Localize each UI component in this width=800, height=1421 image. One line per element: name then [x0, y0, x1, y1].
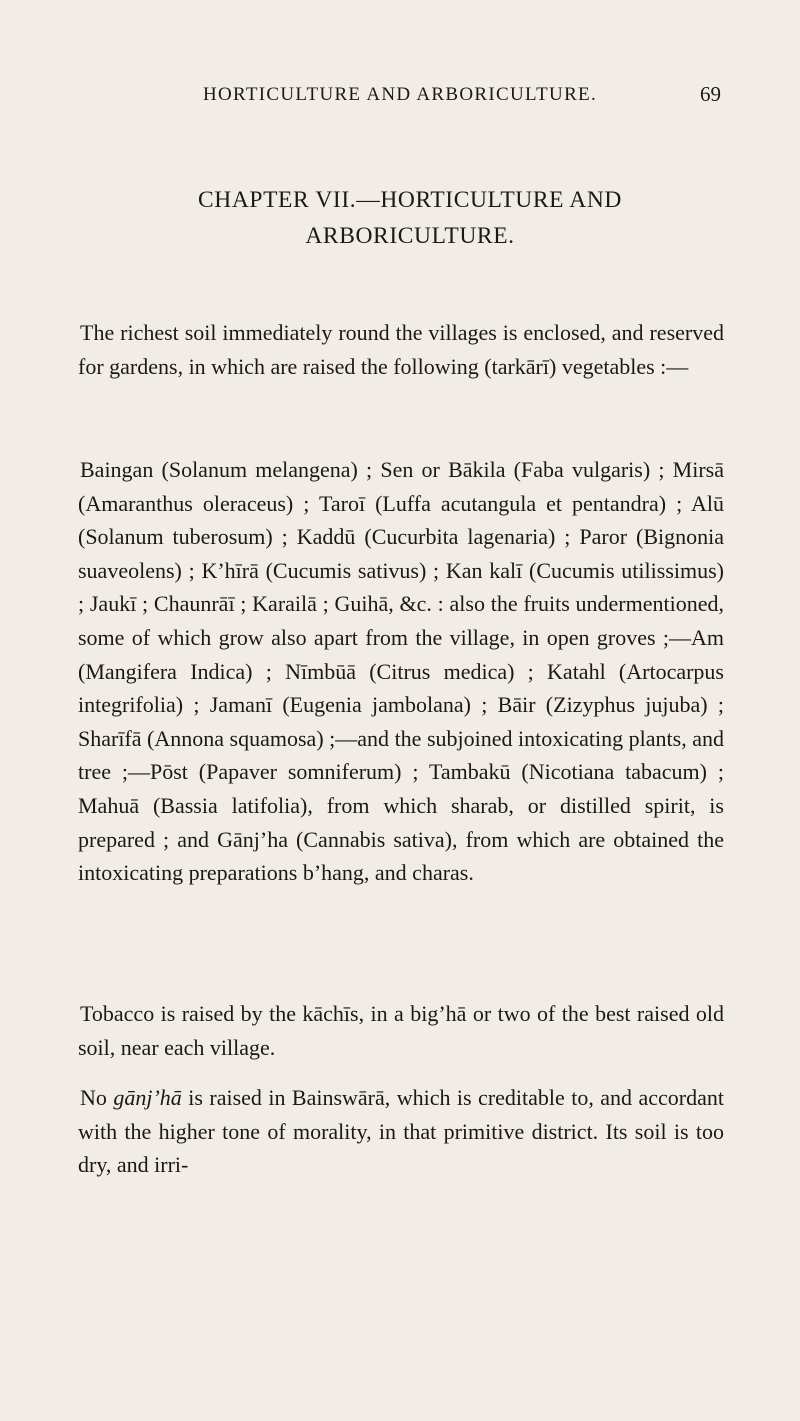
paragraph-tobacco: Tobacco is raised by the kāchīs, in a big’hā or two of the best raised old soil, near each village.: [78, 1001, 724, 1060]
paragraph-intro: The richest soil immediately round the villages is enclosed, and reserved for gardens, in which are raised the following (tarkārī) vegetables :—: [78, 320, 724, 379]
chapter-title-line-1: CHAPTER VII.—HORTICULTURE AND: [198, 187, 622, 213]
running-head: HORTICULTURE AND ARBORICULTURE.: [202, 84, 598, 105]
paragraph-ganjha-start: No: [80, 1085, 114, 1110]
paragraph-ganjha: [78, 1081, 724, 1182]
chapter-title: [90, 182, 730, 254]
chapter-title-line-2: ARBORICULTURE.: [305, 223, 515, 249]
paragraph-ganjha-italic-term: gānj’hā: [113, 1085, 182, 1110]
paragraph-plant-list: Baingan (Solanum melangena) ; Sen or Bākila (Faba vulgaris) ; Mirsā (Amaranthus oleraceus) ; Taroī (Luffa acutangula et pentandra) ; Alū (Solanum tuberosum) ; Kaddū (Cucurbita lagenaria) ; Paror (Bignonia suaveolens) ; K’hīrā (Cucumis sativus) ; Kan kalī (Cucumis utilissimus) ; Jaukī ; Chaunrāī ; Karailā ; Guihā, &c. : also the fruits undermentioned, some of which grow also apart from the village, in open groves ;—Am (Mangifera Indica) ; Nīmbūā (Citrus medica) ; Katahl (Artocarpus integrifolia) ; Jamanī (Eugenia jambolana) ; Bāir (Zizyphus jujuba) ; Sharīfā (Annona squamosa) ;—and the subjoined intoxicating plants, and tree ;—Pōst (Papaver somniferum) ; Tambakū (Nicotiana tabacum) ; Mahuā (Bassia latifolia), from which sharab, or distilled spirit, is prepared ; and Gānj’ha (Cannabis sativa), from which are obtained the intoxicating preparations b’hang, and charas.: [78, 457, 724, 886]
page-number: 69: [700, 82, 721, 106]
paragraph-ganjha-rest: is raised in Bainswārā, which is creditable to, and accordant with the higher tone of morality, in that primitive district. Its soil is too dry, and irri-: [78, 1085, 724, 1178]
